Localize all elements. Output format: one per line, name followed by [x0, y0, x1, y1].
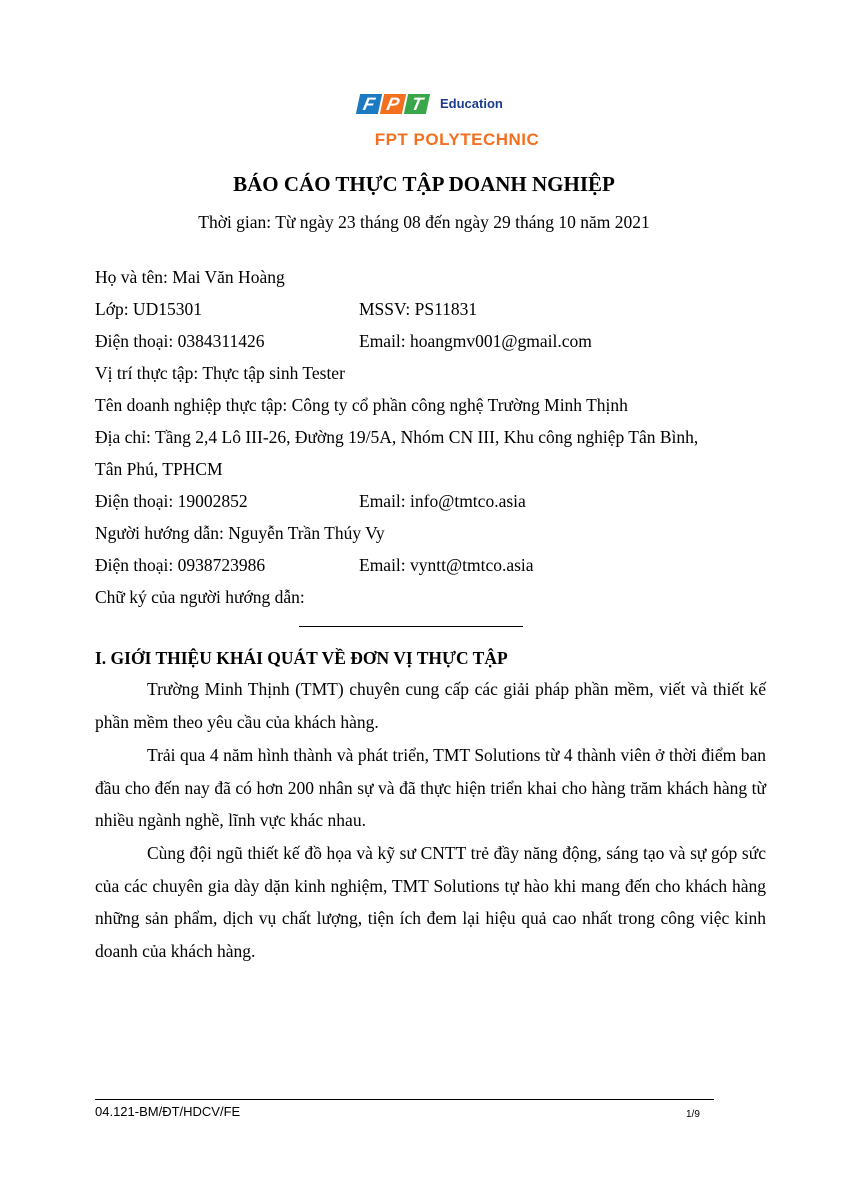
paragraph-2: Trải qua 4 năm hình thành và phát triển, TMT Solutions từ 4 thành viên ở thời điểm ban đầu cho đến nay đã có hơn 200 nhân sự và đã thực hiện triển khai cho hàng trăm khách hàng từ nhiều ngành nghề, lĩnh vực khác nhau. [95, 745, 766, 831]
fpt-education-logo [356, 92, 556, 152]
student-phone: Điện thoại: 0384311426 [95, 331, 265, 351]
logo-education-text: Education [440, 96, 503, 111]
signature-line [299, 626, 523, 627]
fpt-logo-mark [358, 94, 430, 114]
company-email: Email: info@tmtco.asia [359, 491, 526, 511]
footer-document-code: 04.121-BM/ĐT/HDCV/FE [95, 1104, 241, 1119]
mentor-phone: Điện thoại: 0938723986 [95, 555, 266, 575]
mentor-signature-label: Chữ ký của người hướng dẫn: [95, 587, 305, 607]
company-address-line1: Địa chỉ: Tầng 2,4 Lô III-26, Đường 19/5A, Nhóm CN III, Khu công nghiệp Tân Bình, [95, 427, 699, 447]
mentor-email: Email: vyntt@tmtco.asia [359, 555, 534, 575]
fpt-logo-letter-p: P [380, 94, 406, 114]
student-class: Lớp: UD15301 [95, 299, 202, 319]
company-phone: Điện thoại: 19002852 [95, 491, 248, 511]
company-name: Tên doanh nghiệp thực tập: Công ty cổ phần công nghệ Trường Minh Thịnh [95, 395, 628, 415]
logo-polytechnic-text: FPT POLYTECHNIC [374, 130, 540, 149]
paragraph-1: Trường Minh Thịnh (TMT) chuyên cung cấp các giải pháp phần mềm, viết và thiết kế phần mềm theo yêu cầu của khách hàng. [95, 679, 766, 732]
fpt-logo-letter-t: T [404, 94, 430, 114]
footer-page-number: 1/9 [686, 1109, 700, 1120]
report-title: BÁO CÁO THỰC TẬP DOANH NGHIỆP [233, 172, 615, 196]
internship-position: Vị trí thực tập: Thực tập sinh Tester [95, 363, 345, 383]
section-heading: I. GIỚI THIỆU KHÁI QUÁT VỀ ĐƠN VỊ THỰC TẬP [95, 648, 508, 668]
report-period: Thời gian: Từ ngày 23 tháng 08 đến ngày 29 tháng 10 năm 2021 [198, 212, 650, 232]
mentor-name: Người hướng dẫn: Nguyễn Trần Thúy Vy [95, 523, 385, 543]
footer-divider [95, 1099, 714, 1100]
company-address-line2: Tân Phú, TPHCM [95, 459, 223, 479]
student-name: Họ và tên: Mai Văn Hoàng [95, 267, 285, 287]
student-email: Email: hoangmv001@gmail.com [359, 331, 592, 351]
student-id: MSSV: PS11831 [359, 299, 478, 319]
fpt-logo-letter-f: F [356, 94, 382, 114]
paragraph-3: Cùng đội ngũ thiết kế đồ họa và kỹ sư CNTT trẻ đầy năng động, sáng tạo và sự góp sức của các chuyên gia dày dặn kinh nghiệm, TMT Solutions tự hào khi mang đến cho khách hàng những sản phẩm, dịch vụ chất lượng, tiện ích đem lại hiệu quả cao nhất trong công việc kinh doanh của khách hàng. [95, 843, 766, 961]
